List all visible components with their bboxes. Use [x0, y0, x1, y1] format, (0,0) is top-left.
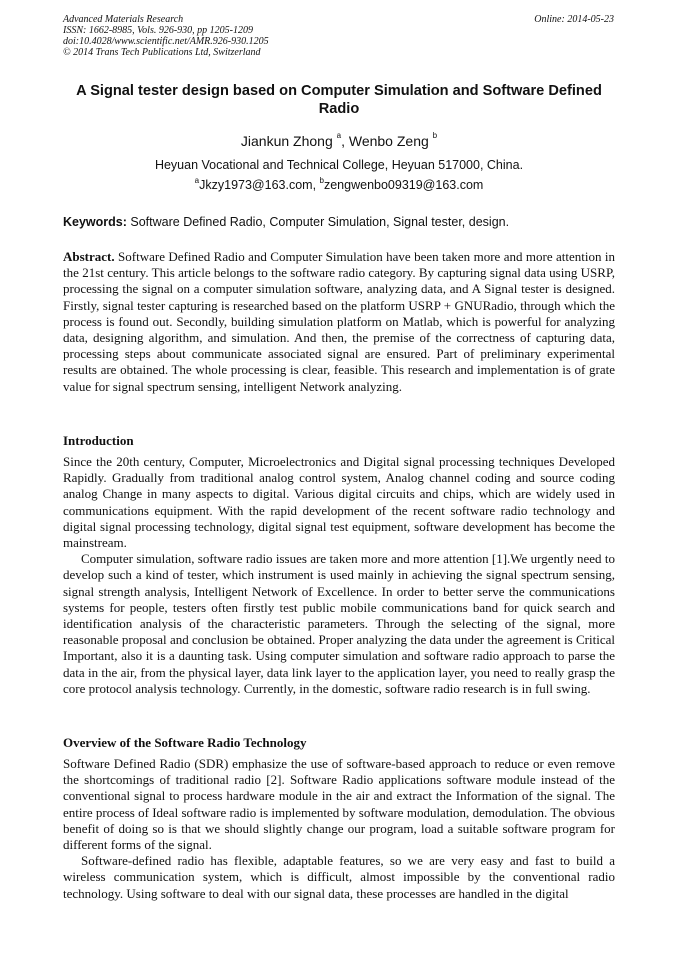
- keywords-label: Keywords:: [63, 215, 127, 229]
- overview-body: [63, 756, 615, 902]
- authors: [63, 133, 615, 149]
- author-2: Wenbo Zeng: [348, 133, 429, 149]
- affiliation: Heyuan Vocational and Technical College, Heyuan 517000, China.: [154, 158, 524, 172]
- author-2-sup: b: [432, 131, 438, 140]
- emails: [63, 178, 615, 192]
- overview-para-1: Software Defined Radio (SDR) emphasize the use of software-based approach to reduce or even remove the shortcomings of traditional radio [2]. Software Radio applications software module instead of the conventional signal to process hardware module in the air and extract the Information of the signal. The entire process of Ideal software radio is implemented by software modulation, demodulation. The obvious benefit of doing so is that we should slightly change our program, load a suitable software program for different forms of the signal.: [63, 756, 615, 853]
- overview-heading: Overview of the Software Radio Technology: [63, 735, 307, 750]
- introduction-para-1: Since the 20th century, Computer, Microelectronics and Digital signal processing techniques Developed Rapidly. Gradually from traditional analog control system, Analog channel coding and source coding analog Change in many aspects to digital. Various digital circuits and chips, which are widely used in communications equipment. With the rapid development of the recent software radio technology and digital signal processing technology, digital signal test equipment, software development has become the mainstream.: [63, 454, 615, 551]
- author-1-sup: a: [336, 131, 342, 140]
- copyright: © 2014 Trans Tech Publications Ltd, Switzerland: [63, 47, 261, 58]
- abstract-text: Software Defined Radio and Computer Simulation have been taken more and more attention in the 21st century. This article belongs to the software radio category. By capturing signal data using USRP, processing the signal on a computer simulation software, analyzing data, and A Signal tester is designed. Firstly, signal tester capturing is researched based on the platform USRP + GNURadio, through which the process is found out. Secondly, building simulation platform on Matlab, which is powerful for analyzing data, designing algorithm, and simulation. And then, the premise of the correctness of capturing data, processing steps about communicate associated signal are ensured. Part of preliminary experimental results are obtained. The whole processing is clear, feasible. This research and implementation is of grate value for signal spectrum sensing, intelligent Network analyzing.: [63, 249, 615, 394]
- keywords-text: Software Defined Radio, Computer Simulation, Signal tester, design.: [130, 215, 510, 229]
- introduction-heading: Introduction: [63, 433, 134, 448]
- email-2: zengwenbo09319@163.com: [323, 178, 484, 192]
- email-2-sup: b: [319, 176, 324, 185]
- keywords: [63, 215, 615, 229]
- journal-info: [63, 14, 269, 58]
- paper-title: A Signal tester design based on Computer Simulation and Software Defined Radio: [76, 83, 602, 117]
- email-1-sup: a: [194, 176, 200, 185]
- abstract-label: Abstract.: [63, 249, 115, 264]
- introduction-para-2: Computer simulation, software radio issues are taken more and more attention [1].We urgently need to develop such a kind of tester, which instrument is used mainly in achieving the signal spectrum sensing, signal strength analysis, Intelligent Network of Excellence. In order to better serve the communications systems for people, testers often firstly test public mobile communications band for quick search and identification analysis of the characteristic parameters. Through the selecting of the signal, more reasonable proposal and conclusion be obtained. Proper analyzing the data under the agreement is Critical Important, also it is a daunting task. Using computer simulation and software radio approach to parse the data in the air, from the physical layer, data link layer to the application layer, you need to really grasp the core protocol analysis technology. Currently, in the domestic, software radio research is in full swing.: [63, 551, 615, 696]
- author-separator: ,: [341, 133, 345, 149]
- author-1: Jiankun Zhong: [240, 133, 333, 149]
- journal-name: Advanced Materials Research: [63, 14, 184, 25]
- overview-para-2: Software-defined radio has flexible, adaptable features, so we are very easy and fast to build a wireless communication system, which is difficult, almost impossible by the conventional radio technology. Using software to deal with our signal data, these processes are handled in the digital: [63, 853, 615, 901]
- introduction-body: [63, 454, 615, 697]
- abstract: [63, 249, 615, 395]
- online-date: Online: 2014-05-23: [534, 14, 614, 25]
- doi: doi:10.4028/www.scientific.net/AMR.926-930.1205: [63, 36, 269, 47]
- email-1: Jkzy1973@163.com,: [199, 178, 317, 192]
- issn: ISSN: 1662-8985, Vols. 926-930, pp 1205-1209: [63, 25, 253, 36]
